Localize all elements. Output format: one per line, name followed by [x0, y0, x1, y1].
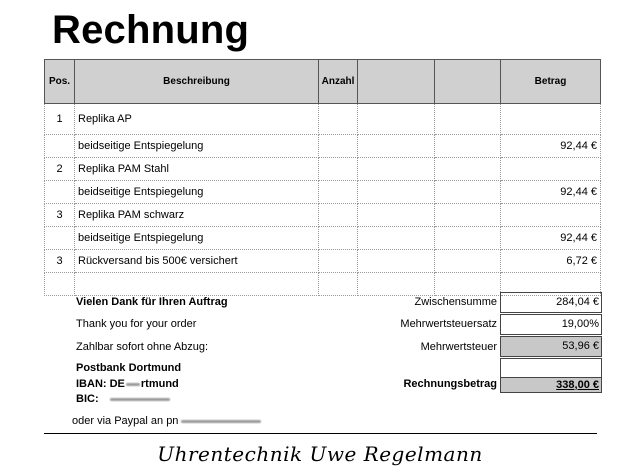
row-pos: [45, 273, 75, 296]
row-amount: 92,44 €: [501, 135, 601, 158]
company-name: Uhrentechnik Uwe Regelmann: [157, 442, 483, 466]
row-empty: [358, 250, 435, 273]
row-amount: 92,44 €: [501, 181, 601, 204]
table-row: [45, 104, 601, 135]
row-description: beidseitige Entspiegelung: [75, 135, 319, 158]
row-empty: [358, 104, 435, 135]
vat-label: Mehrwertsteuer: [420, 341, 497, 353]
thanks-de: Vielen Dank für Ihren Auftrag: [76, 296, 228, 308]
header-pos: Pos.: [45, 60, 75, 104]
row-description: Replika AP: [75, 104, 319, 135]
row-description: Replika PAM schwarz: [75, 204, 319, 227]
row-pos: [45, 227, 75, 250]
row-description: Rückversand bis 500€ versichert: [75, 250, 319, 273]
table-row: [45, 158, 601, 181]
table-row: [45, 204, 601, 227]
row-pos: [45, 135, 75, 158]
row-pos: 3: [45, 204, 75, 227]
row-description: [75, 273, 319, 296]
header-description: Beschreibung: [75, 60, 319, 104]
row-quantity: [319, 181, 358, 204]
iban-visible: rtmund: [140, 378, 179, 390]
row-empty: [435, 250, 501, 273]
row-description: beidseitige Entspiegelung: [75, 181, 319, 204]
footer-divider: [44, 433, 597, 434]
row-pos: 1: [45, 104, 75, 135]
total-value: 338,00 €: [500, 377, 602, 393]
row-pos: 2: [45, 158, 75, 181]
bic-label: BIC:: [76, 393, 99, 405]
row-empty: [358, 204, 435, 227]
vat-rate-value: 19,00%: [500, 314, 602, 335]
row-amount: [501, 104, 601, 135]
row-empty: [435, 227, 501, 250]
row-amount: 6,72 €: [501, 250, 601, 273]
row-empty: [358, 181, 435, 204]
header-empty-2: [435, 60, 501, 104]
bank-name: Postbank Dortmund: [76, 362, 182, 374]
row-empty: [358, 227, 435, 250]
header-empty-1: [358, 60, 435, 104]
row-description: beidseitige Entspiegelung: [75, 227, 319, 250]
bic: [76, 392, 170, 406]
paypal-prefix: oder via Paypal an: [72, 415, 164, 427]
row-empty: [435, 158, 501, 181]
thanks-en: Thank you for your order: [76, 318, 197, 330]
table-row: [45, 135, 601, 158]
row-empty: [435, 273, 501, 296]
row-pos: 3: [45, 250, 75, 273]
table-header-row: [45, 60, 601, 104]
iban: [76, 377, 179, 391]
row-quantity: [319, 250, 358, 273]
row-quantity: [319, 227, 358, 250]
vat-value: 53,96 €: [500, 336, 602, 357]
invoice-table: [44, 59, 601, 296]
row-empty: [358, 158, 435, 181]
row-empty: [358, 135, 435, 158]
row-empty: [435, 104, 501, 135]
total-label: Rechnungsbetrag: [403, 378, 497, 390]
row-amount: 92,44 €: [501, 227, 601, 250]
row-amount: [501, 204, 601, 227]
table-row: [45, 250, 601, 273]
subtotal-label: Zwischensumme: [414, 296, 497, 308]
empty-box: [500, 358, 602, 379]
header-quantity: Anzahl: [319, 60, 358, 104]
redaction: [110, 398, 170, 401]
page-title: Rechnung: [52, 8, 250, 52]
iban-label: IBAN: DE: [76, 378, 125, 390]
row-empty: [358, 273, 435, 296]
row-description: Replika PAM Stahl: [75, 158, 319, 181]
row-quantity: [319, 273, 358, 296]
row-quantity: [319, 135, 358, 158]
row-empty: [435, 135, 501, 158]
row-empty: [435, 204, 501, 227]
row-quantity: [319, 204, 358, 227]
redaction: [126, 383, 140, 386]
paypal-line: [72, 414, 261, 428]
row-amount: [501, 158, 601, 181]
table-row: [45, 227, 601, 250]
row-quantity: [319, 104, 358, 135]
subtotal-value: 284,04 €: [500, 292, 602, 313]
payment-terms: Zahlbar sofort ohne Abzug:: [76, 341, 209, 353]
vat-rate-label: Mehrwertsteuersatz: [400, 318, 497, 330]
row-empty: [435, 181, 501, 204]
header-amount: Betrag: [501, 60, 601, 104]
row-quantity: [319, 158, 358, 181]
row-pos: [45, 181, 75, 204]
table-row: [45, 181, 601, 204]
paypal-visible: pn: [166, 415, 179, 427]
redaction: [181, 420, 261, 423]
